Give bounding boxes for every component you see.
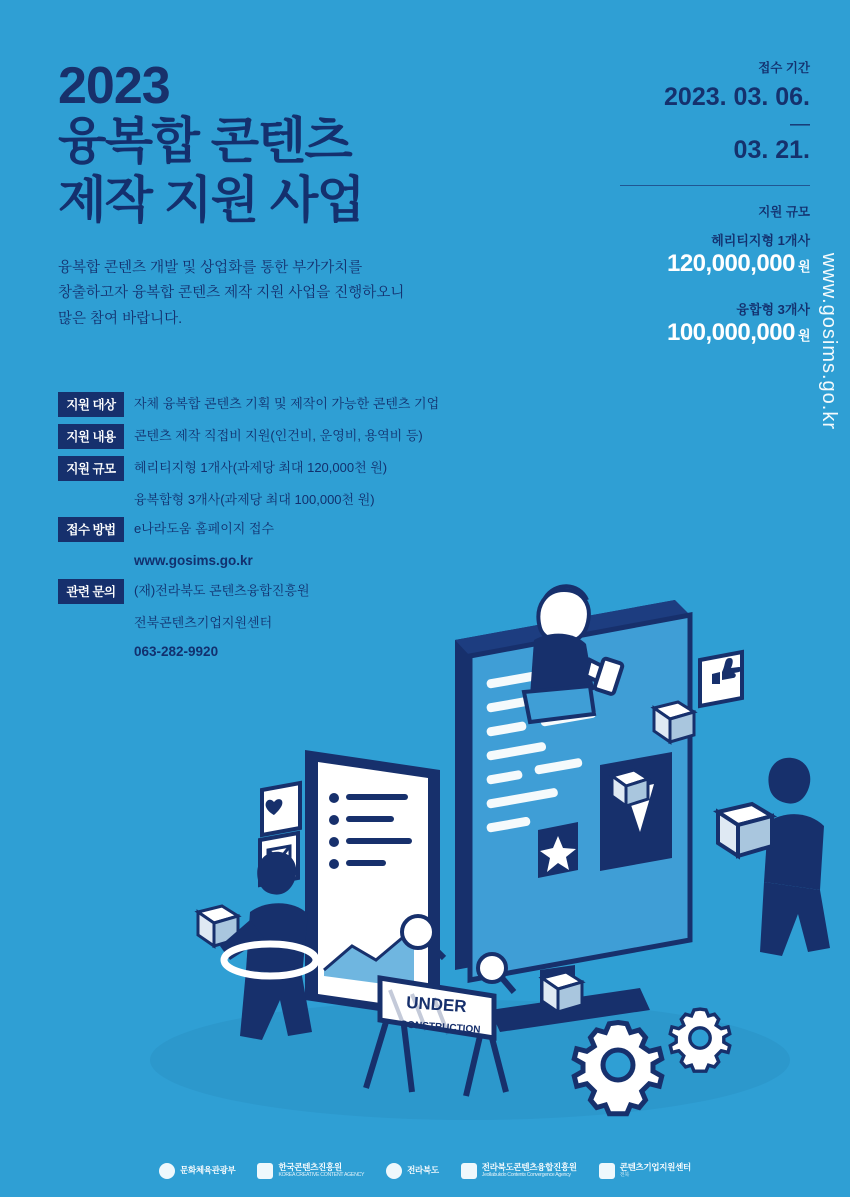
scale-item2-label: 융합형 3개사 <box>736 301 810 317</box>
scale-item2-number: 100,000,000 <box>666 318 795 346</box>
construction-sign-line1: UNDER <box>405 992 468 1017</box>
vertical-url-text: www.gosims.go.kr <box>818 252 840 430</box>
scale-label: 지원 규모 <box>758 204 810 219</box>
logo-item <box>386 1163 439 1179</box>
divider <box>620 185 810 186</box>
logo-item <box>461 1163 577 1179</box>
period-end: 03. 21. <box>733 136 810 165</box>
scale-item2-unit: 원 <box>797 327 810 343</box>
logo-item <box>599 1163 691 1179</box>
logo-item <box>159 1163 235 1179</box>
logo-label: 문화체육관광부 <box>180 1165 236 1176</box>
logo-sublabel: Jeollabukdo Contents Convergence Agency <box>481 1171 571 1178</box>
detail-tag: 관련 문의 <box>58 579 124 604</box>
support-center-logo-icon <box>599 1163 615 1179</box>
detail-row <box>58 517 478 542</box>
detail-row <box>58 424 478 449</box>
jcon-logo-icon <box>461 1163 477 1179</box>
period-label: 접수 기간 <box>758 61 810 75</box>
detail-tag <box>58 488 124 495</box>
scale-item2-amount <box>510 318 810 348</box>
period-start: 2023. 03. 06. <box>664 83 810 111</box>
detail-text-url[interactable]: www.gosims.go.kr <box>134 553 253 569</box>
scale-item1-amount <box>510 249 810 279</box>
detail-tag: 지원 규모 <box>58 456 124 481</box>
logo-sublabel: KOREA CREATIVE CONTENT AGENCY <box>278 1171 365 1178</box>
illustration <box>0 540 850 1140</box>
kocca-logo-icon <box>257 1163 273 1179</box>
subtitle <box>58 256 578 332</box>
person-running-illustration <box>220 852 316 1040</box>
person-carrying-box-illustration <box>718 758 830 956</box>
year-text: 2023 <box>58 57 170 115</box>
detail-text-phone: 063-282-9920 <box>134 644 219 660</box>
detail-text: 콘텐츠 제작 직접비 지원(인건비, 운영비, 용역비 등) <box>134 428 423 443</box>
subtitle-line-1: 융복합 콘텐츠 개발 및 상업화를 통한 부가가치를 <box>58 260 363 276</box>
logo-label: 전라북도콘텐츠융합진흥원 <box>481 1162 577 1173</box>
detail-tag: 지원 내용 <box>58 424 124 449</box>
detail-text: 전북콘텐츠기업지원센터 <box>134 615 273 631</box>
logo-label: 콘텐츠기업지원센터 <box>619 1162 691 1173</box>
detail-text: 자체 융복합 콘텐츠 기획 및 제작이 가능한 콘텐츠 기업 <box>134 396 440 411</box>
logo-sublabel: 전북 <box>619 1171 630 1178</box>
detail-text: 융복합형 3개사(과제당 최대 100,000천 원) <box>134 492 375 507</box>
title-block <box>58 57 578 332</box>
jeonbuk-logo-icon <box>386 1163 402 1179</box>
title-line-2: 제작 지원 사업 <box>58 172 364 228</box>
detail-text: e나라도움 홈페이지 접수 <box>134 521 275 537</box>
footer-logos <box>0 1163 850 1179</box>
detail-row <box>58 488 478 510</box>
scale-item1-unit: 원 <box>797 258 810 274</box>
subtitle-line-3: 많은 참여 바랍니다. <box>58 310 183 327</box>
detail-tag: 지원 대상 <box>58 392 124 417</box>
right-info-panel <box>510 58 810 348</box>
period-dash: — <box>790 113 810 136</box>
scale-item1-label: 헤리티지형 1개사 <box>711 232 810 248</box>
logo-item <box>257 1163 364 1179</box>
detail-row <box>58 456 478 481</box>
logo-label: 전라북도 <box>407 1165 439 1176</box>
detail-row <box>58 392 478 417</box>
detail-tag: 접수 방법 <box>58 517 124 542</box>
subtitle-line-2: 창출하고자 융복합 콘텐츠 제작 지원 사업을 진행하오니 <box>58 285 405 302</box>
logo-label: 한국콘텐츠진흥원 <box>278 1162 342 1173</box>
tablet-illustration <box>305 750 440 1020</box>
detail-text: (재)전라북도 콘텐츠융합진흥원 <box>134 583 310 599</box>
title-line-1: 융복합 콘텐츠 <box>58 113 352 169</box>
detail-text: 헤리티지형 1개사(과제당 최대 120,000천 원) <box>134 460 388 475</box>
scale-item1-number: 120,000,000 <box>666 249 795 277</box>
ministry-logo-icon <box>159 1163 175 1179</box>
construction-sign-line2: CONSTRUCTION <box>399 1019 481 1036</box>
